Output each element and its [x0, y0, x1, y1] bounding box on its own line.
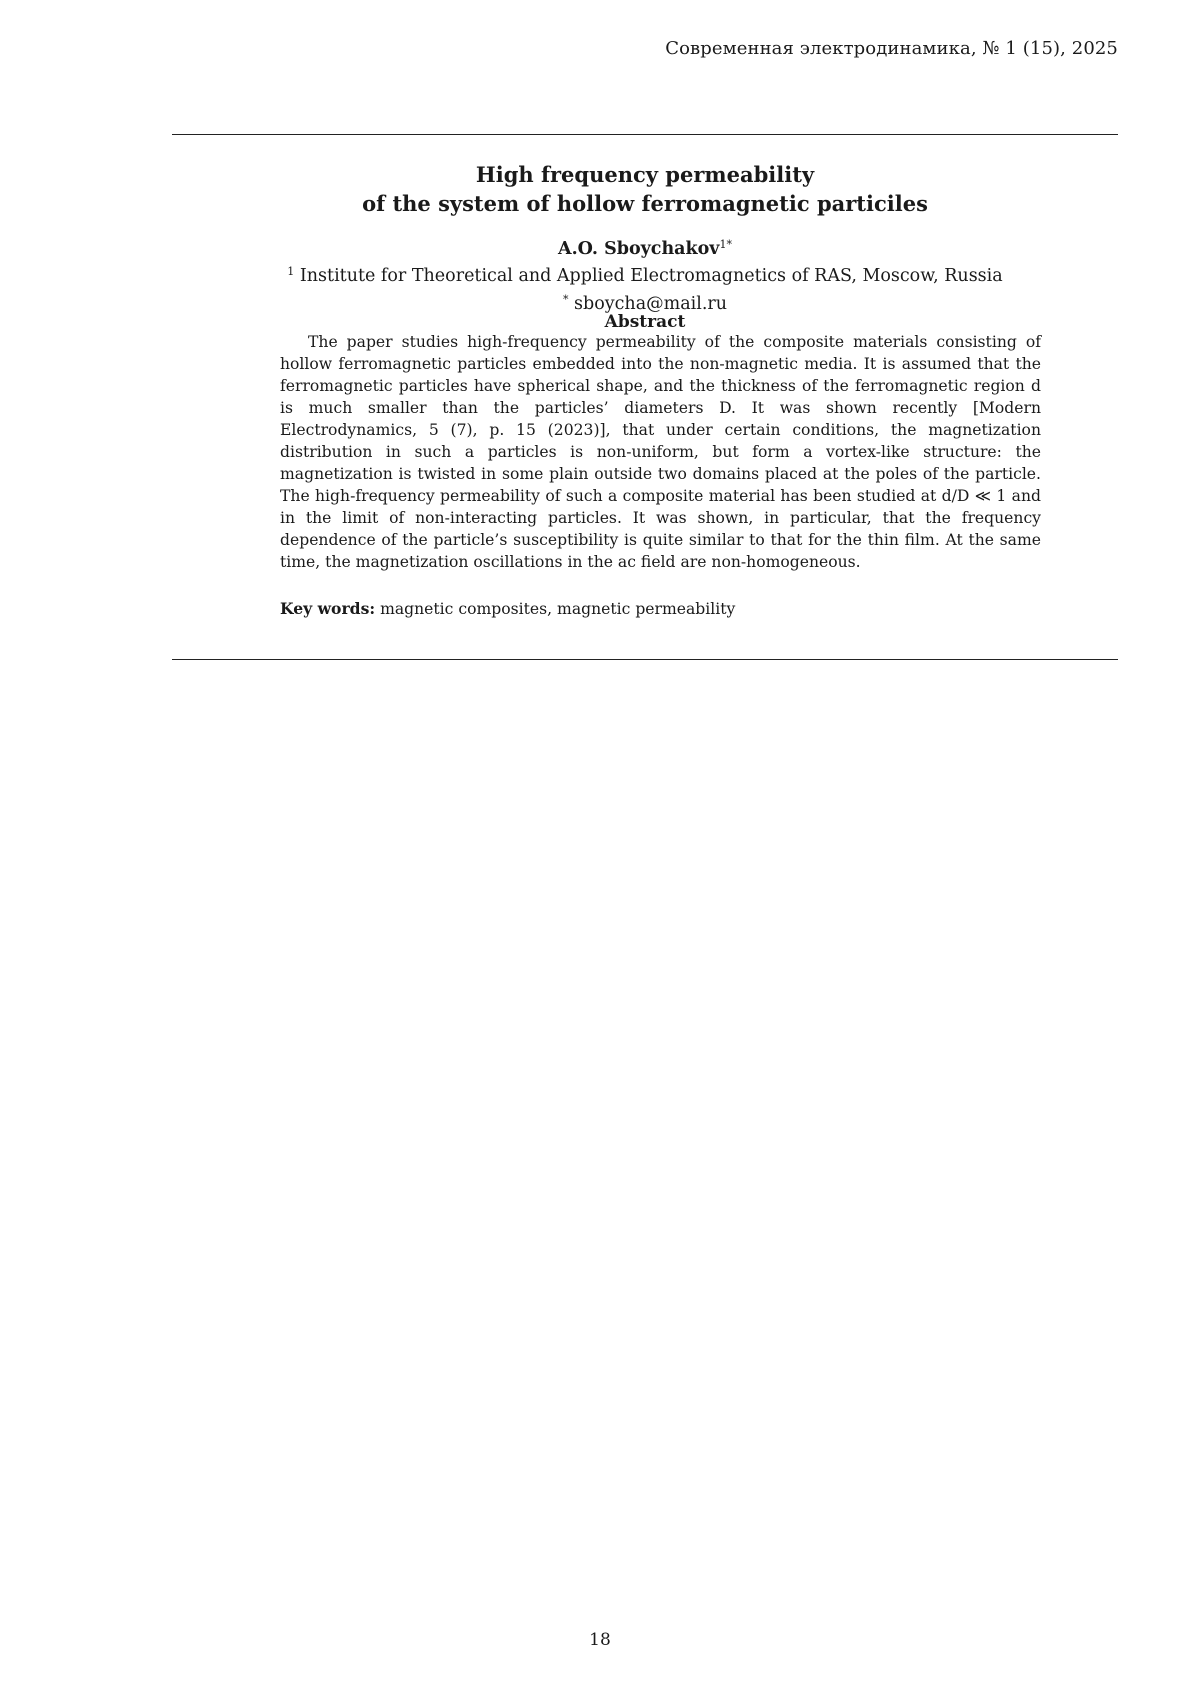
top-rule — [172, 134, 1118, 135]
keywords-line — [280, 599, 1041, 618]
author-line — [172, 234, 1118, 260]
affiliation-mark: 1 — [287, 265, 295, 278]
author-name: A.O. Sboychakov — [558, 239, 720, 259]
page-number: 18 — [589, 1630, 611, 1650]
email-address[interactable]: sboycha@mail.ru — [574, 294, 728, 314]
title-block — [172, 160, 1118, 316]
abstract-body: The paper studies high-frequency permeability of the composite materials consisting of hollow ferromagnetic particles embedded into the non-magnetic media. It is assumed that the ferromagnetic particles have spherical shape, and the thickness of the ferromagnetic region d is much smaller than the particles’ diameters D. It was shown recently [Modern Electrodynamics, 5 (7), p. 15 (2023)], that under certain conditions, the magnetization distribution in such a particles is non-uniform, but form a vortex-like structure: the magnetization is twisted in some plain outside two domains placed at the poles of the particle. The high-frequency permeability of such a composite material has been studied at d/D ≪ 1 and in the limit of non-interacting particles. It was shown, in particular, that the frequency dependence of the particle’s susceptibility is quite similar to that for the thin film. At the same time, the magnetization oscillations in the ac field are non-homogeneous. — [280, 333, 1041, 571]
keywords-text: magnetic composites, magnetic permeability — [380, 600, 736, 618]
keywords-label: Key words: — [280, 599, 376, 618]
title-line-2: of the system of hollow ferromagnetic particiles — [362, 191, 928, 216]
bottom-rule — [172, 659, 1118, 660]
running-header: Современная электродинамика, № 1 (15), 2025 — [665, 38, 1118, 59]
author-marks: 1* — [719, 238, 732, 251]
affiliation-text: Institute for Theoretical and Applied Electromagnetics of RAS, Moscow, Russia — [299, 266, 1003, 286]
paper-title — [172, 160, 1118, 218]
affiliation-line — [172, 260, 1118, 288]
title-line-1: High frequency permeability — [475, 162, 815, 187]
email-mark: * — [562, 293, 569, 306]
abstract-heading: Abstract — [604, 312, 686, 332]
